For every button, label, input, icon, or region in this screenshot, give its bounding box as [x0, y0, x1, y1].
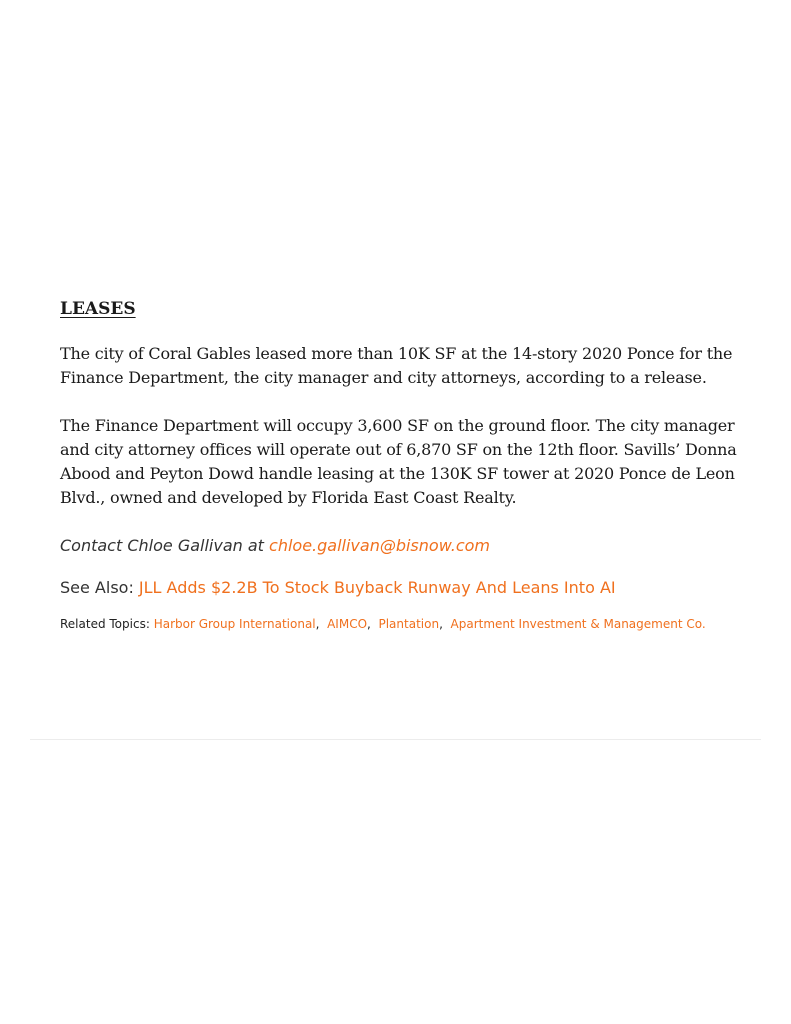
see-also-link[interactable]: JLL Adds $2.2B To Stock Buyback Runway And Leans Into AI	[138, 578, 616, 597]
topic-link-harbor-group[interactable]: Harbor Group International	[153, 617, 316, 631]
see-also-label: See Also:	[60, 578, 139, 597]
article-paragraph-2: The Finance Department will occupy 3,600 SF on the ground floor. The city manager and city attorney offices will operate out of 6,870 SF on the 12th floor. Savills’ Donna Abood and Peyton Dowd handle leasing at the 130K SF tower at 2020 Ponce de Leon Blvd., owned and developed by Florida East Coast Realty.	[60, 416, 737, 507]
contact-prefix: Contact Chloe Gallivan at	[60, 536, 270, 555]
topic-link-aimco[interactable]: AIMCO	[327, 617, 368, 631]
topic-separator: ,	[367, 617, 379, 631]
related-topics-label: Related Topics:	[60, 617, 154, 631]
footer-divider	[30, 739, 761, 740]
topic-separator: ,	[439, 617, 451, 631]
article-paragraph-1: The city of Coral Gables leased more than 10K SF at the 14-story 2020 Ponce for the Finance Department, the city manager and city attorneys, according to a release.	[60, 344, 733, 387]
article-body	[60, 298, 740, 634]
section-heading: LEASES	[60, 299, 136, 319]
see-also-line	[60, 576, 740, 600]
topic-link-plantation[interactable]: Plantation	[378, 617, 440, 631]
contact-email-link[interactable]: chloe.gallivan@bisnow.com	[269, 536, 491, 555]
topic-link-apartment-investment[interactable]: Apartment Investment & Management Co.	[450, 617, 706, 631]
contact-line	[60, 534, 740, 558]
related-topics	[60, 614, 740, 634]
topic-separator: ,	[315, 617, 328, 631]
